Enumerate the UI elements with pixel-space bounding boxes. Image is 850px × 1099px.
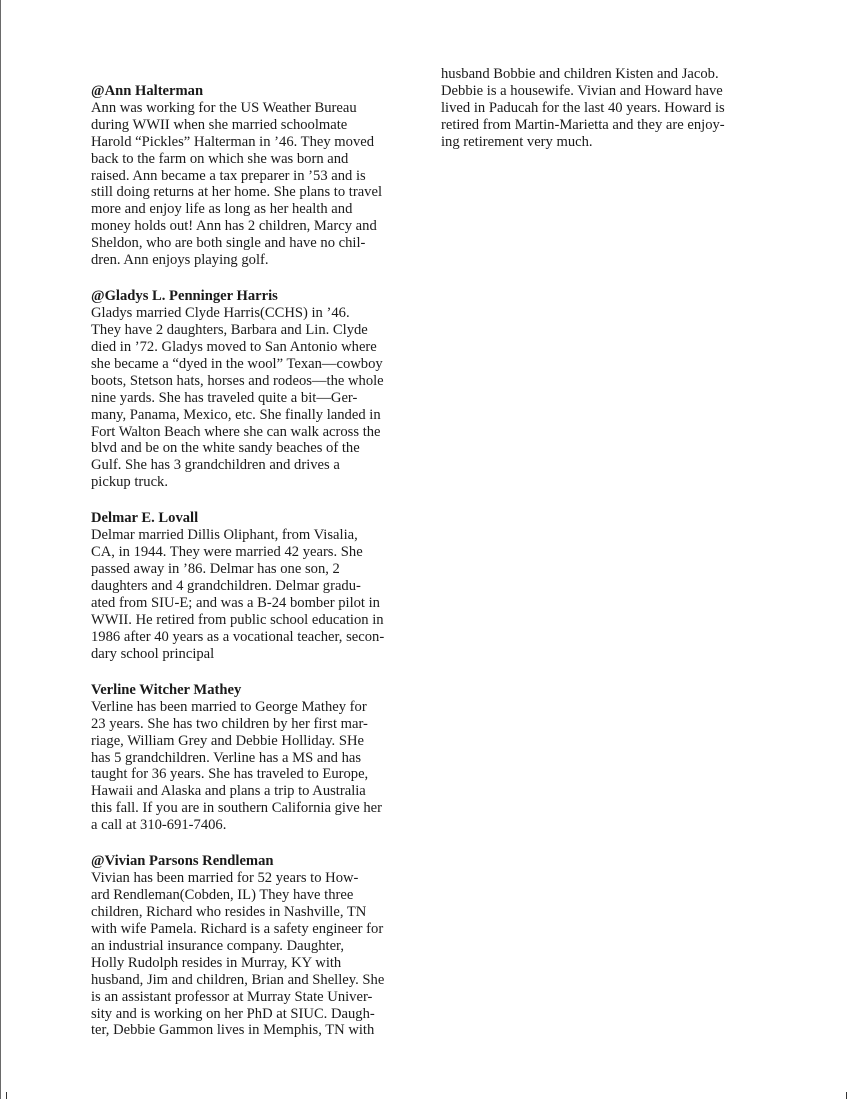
entry-ann-halterman [91,83,413,269]
entry-body: Ann was working for the US Weather Bureau during WWII when she married schoolmate Harold “Pickles” Halterman in ’46. They moved back to the farm on which she was born and raised. Ann became a tax preparer in ’53 and is still doing returns at her home. She plans to travel more and enjoy life as long as her health and money holds out! Ann has 2 children, Marcy and Sheldon, who are both single and have no chil- dren. Ann enjoys playing golf. [91,99,383,269]
entry-body: Gladys married Clyde Harris(CCHS) in ’46. They have 2 daughters, Barbara and Lin. Clyde died in ’72. Gladys moved to San Antonio where she became a “dyed in the wool” Texan—cowboy boots, Stetson hats, horses and rodeos—the whole nine yards. She has traveled quite a bit—Ger- many, Panama, Mexico, etc. She finally landed in Fort Walton Beach where she can walk across the blvd and be on the white sandy beaches of the Gulf. She has 3 grandchildren and drives a pickup truck. [91,305,384,491]
entry-name: @Vivian Parsons Rendleman [91,853,274,870]
entry-body: Delmar married Dillis Oliphant, from Visalia, CA, in 1944. They were married 42 years. She passed away in ’86. Delmar has one son, 2 daughters and 4 grandchildren. Delmar gradu- ated from SIU-E; and was a B-24 bomber pilot in WWII. He retired from public school education in 1986 after 40 years as a vocational teacher, secon- dary school principal [91,527,385,662]
entry-body: Vivian has been married for 52 years to How- ard Rendleman(Cobden, IL) They have three children, Richard who resides in Nashville, TN with wife Pamela. Richard is a safety engineer for an industrial insurance company. Daughter, Holly Rudolph resides in Murray, KY with husband, Jim and children, Brian and Shelley. She is an assistant professor at Murray State Univer- sity and is working on her PhD at SIUC. Daugh- ter, Debbie Gammon lives in Memphis, TN with [91,870,385,1039]
entry-name: Delmar E. Lovall [91,510,199,527]
entry-name: @Ann Halterman [91,83,204,99]
left-column [91,83,413,1059]
scan-edge-line [0,0,1,1099]
entry-gladys-harris [91,288,413,491]
right-column [441,66,763,151]
entry-body: Verline has been married to George Mathey for 23 years. She has two children by her first mar- riage, William Grey and Debbie Holliday. SHe has 5 grandchildren. Verline has a MS and has taught for 36 years. She has traveled to Europe, Hawaii and Alaska and plans a trip to Australia this fall. If you are in southern California give her a call at 310-691-7406. [91,698,382,834]
entry-delmar-lovall [91,510,413,662]
entry-vivian-rendleman [91,853,413,1039]
entry-name: Verline Witcher Mathey [91,681,242,698]
scan-mark-right [846,1092,847,1099]
entry-name: @Gladys L. Penninger Harris [91,288,278,305]
scan-mark-left [6,1092,7,1099]
entry-continuation: husband Bobbie and children Kisten and Jacob. Debbie is a housewife. Vivian and Howard have lived in Paducah for the last 40 years. Howard is retired from Martin-Marietta and they are enjoy- ing retirement very much. [441,66,725,150]
entry-verline-mathey [91,682,413,834]
